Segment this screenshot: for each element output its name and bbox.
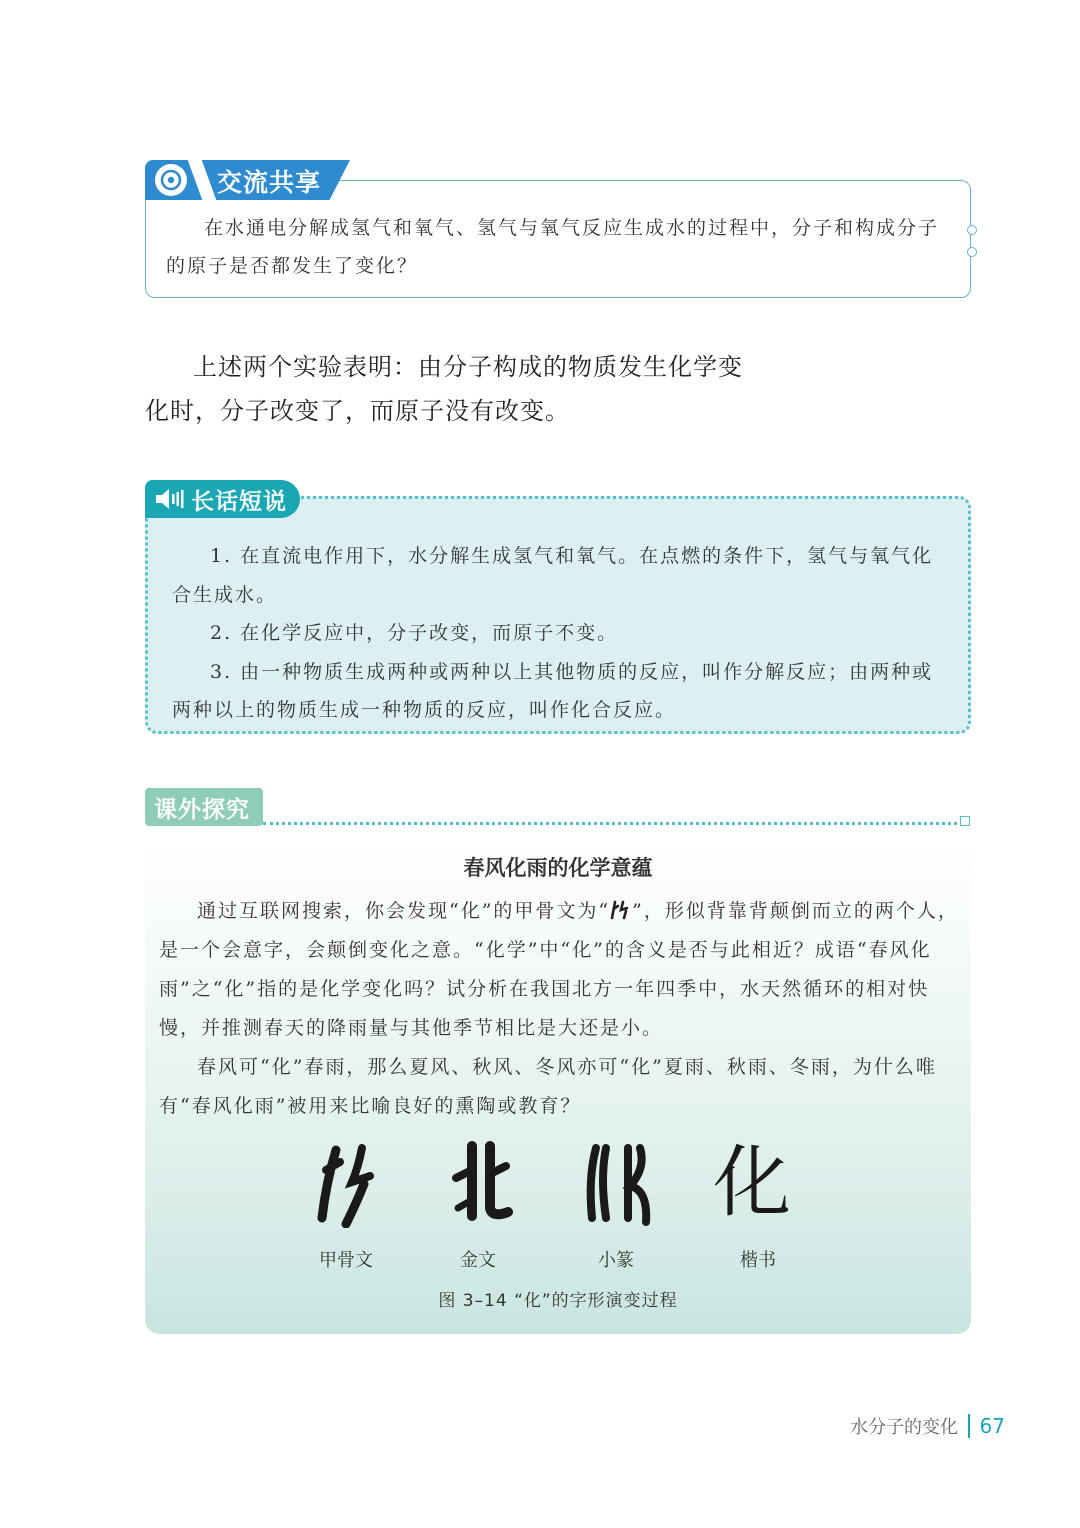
summary-title: 长话短说 <box>191 489 287 515</box>
speaker-icon <box>155 487 185 511</box>
glyph-label: 甲骨文 <box>319 1250 373 1271</box>
glyph-label: 金文 <box>460 1250 496 1271</box>
oracle-bone-glyph <box>296 1138 396 1228</box>
summary-box <box>145 496 971 734</box>
figure-caption: 图 3–14 “化”的字形演变过程 <box>438 1291 678 1311</box>
target-icon <box>155 164 187 196</box>
page-footer <box>850 1413 1005 1439</box>
small-seal-glyph <box>566 1138 666 1228</box>
page-number: 67 <box>979 1414 1005 1438</box>
share-title: 交流共享 <box>217 168 322 197</box>
clip-ring-icon <box>967 247 977 257</box>
corner-mark-icon <box>960 816 970 826</box>
oracle-hua-icon <box>610 900 632 920</box>
share-header <box>145 160 350 200</box>
footer-divider <box>968 1414 970 1438</box>
bronze-glyph <box>428 1138 528 1228</box>
explore-paragraph: 通过互联网搜索，你会发现“化”的甲骨文为“ ”，形似背靠背颠倒而立的两个人，是一个会意字，会颠倒变化之意。“化学”中“化”的含义是否与此相近？成语“春风化雨”之“化”指的是化学变化吗？试分析在我国北方一年四季中，水天然循环的相对快慢，并推测春天的降雨量与其他季节相比是大还是小。 <box>159 900 959 1039</box>
chapter-title: 水分子的变化 <box>850 1417 959 1438</box>
summary-item: 3. 由一种物质生成两种或两种以上其他物质的反应，叫作分解反应；由两种或两种以上的物质生成一种物质的反应，叫作化合反应。 <box>172 660 934 721</box>
explore-tab-title: 课外探究 <box>154 797 250 823</box>
regular-script-glyph: 化 <box>712 1138 791 1228</box>
main-paragraph: 上述两个实验表明：由分子构成的物质发生化学变化时，分子改变了，而原子没有改变。 <box>145 353 743 425</box>
explore-box <box>145 838 971 1334</box>
explore-title: 春风化雨的化学意蕴 <box>463 856 653 880</box>
explore-paragraph: 春风可“化”春雨，那么夏风、秋风、冬风亦可“化”夏雨、秋雨、冬雨，为什么唯有“春风化雨”被用来比喻良好的熏陶或教育？ <box>159 1056 937 1117</box>
dotted-divider <box>263 822 963 825</box>
summary-header <box>145 480 300 518</box>
glyph-label: 楷书 <box>740 1250 776 1271</box>
clip-ring-icon <box>967 225 977 235</box>
summary-item: 1. 在直流电作用下，水分解生成氢气和氧气。在点燃的条件下，氢气与氧气化合生成水。 <box>172 545 934 606</box>
explore-header <box>145 788 263 826</box>
glyph-label: 小篆 <box>598 1250 634 1271</box>
share-question: 在水通电分解成氢气和氧气、氢气与氧气反应生成水的过程中，分子和构成分子的原子是否都发生了变化？ <box>166 217 940 277</box>
summary-item: 2. 在化学反应中，分子改变，而原子不变。 <box>210 622 619 644</box>
